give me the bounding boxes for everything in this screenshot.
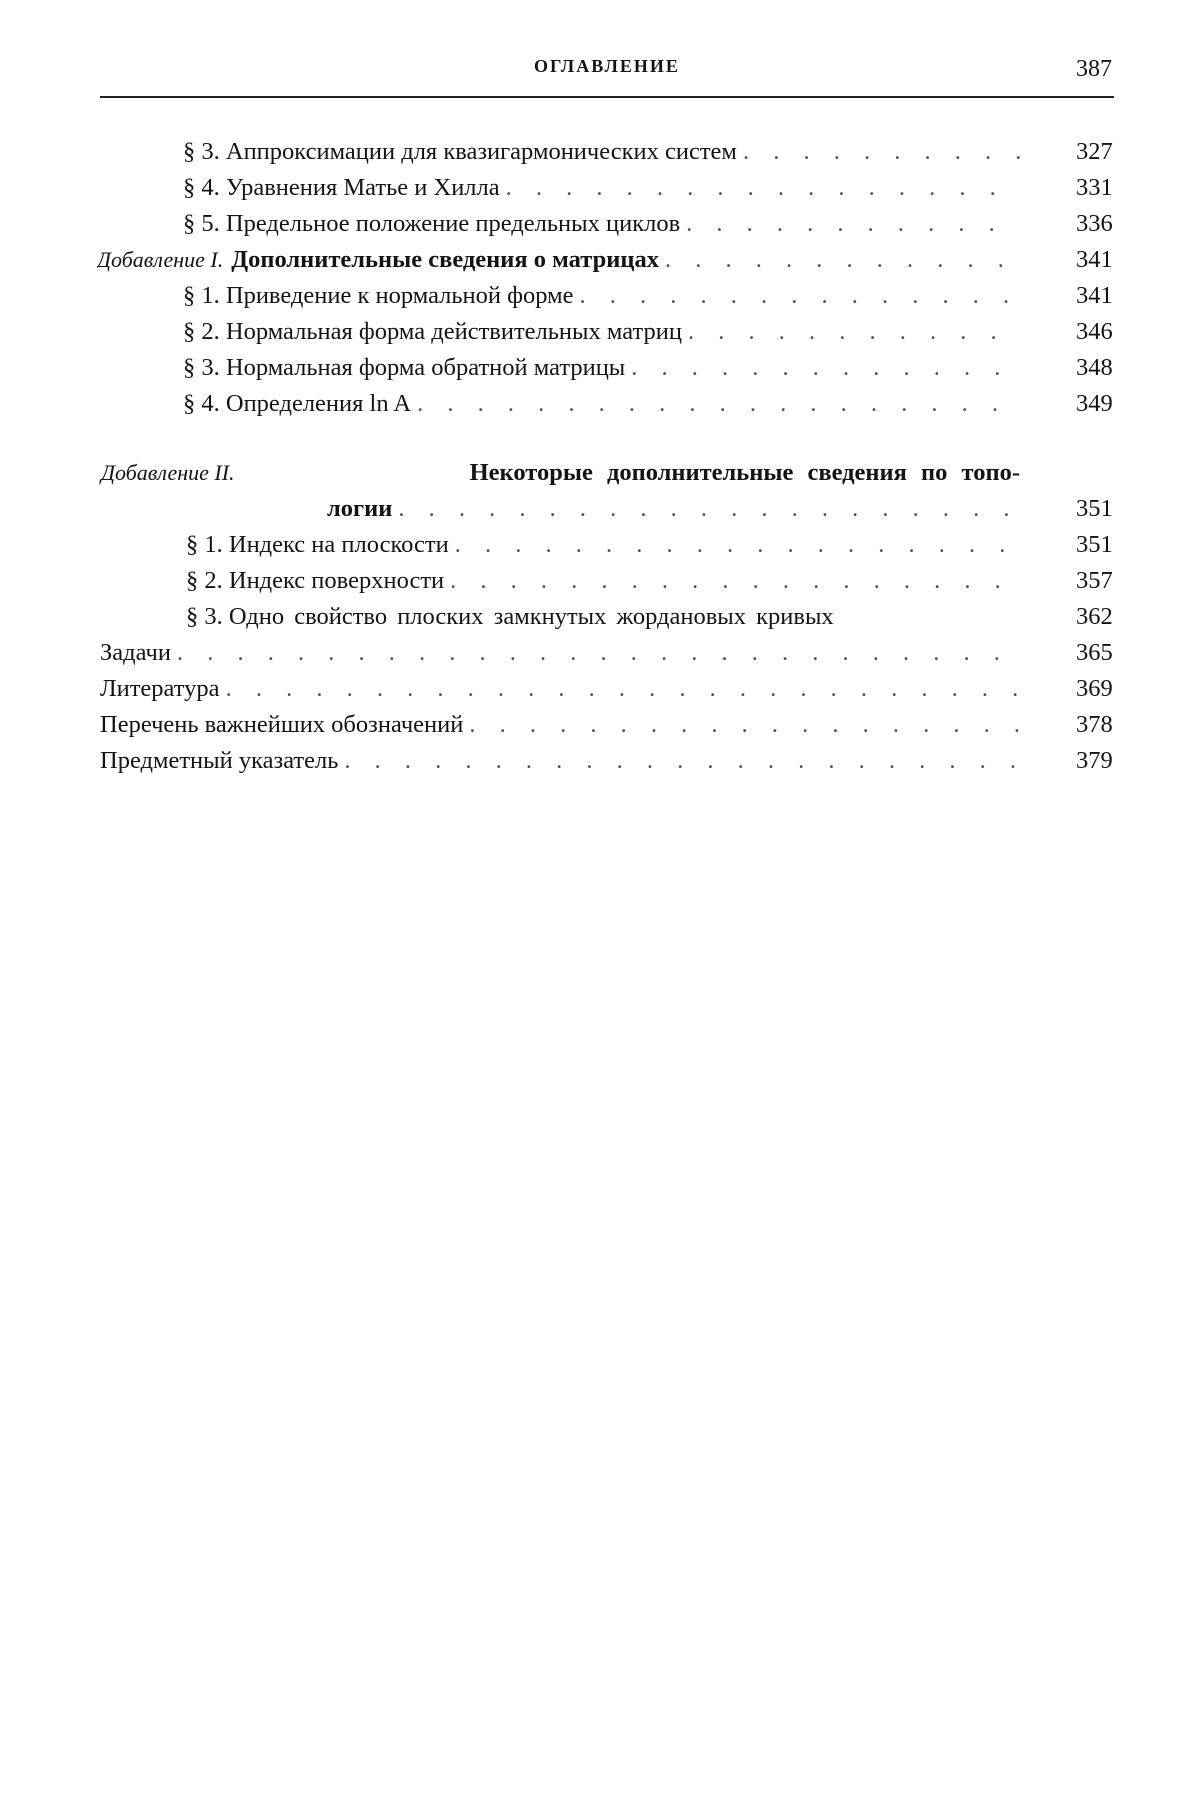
entry-page: 365 (1076, 639, 1113, 666)
dot-leader (449, 527, 1020, 563)
entry-page: 348 (1076, 354, 1113, 381)
entry-title: Предельное положение предельных циклов (225, 210, 681, 237)
toc-entry (0, 707, 1200, 743)
entry-page: 351 (1076, 495, 1113, 522)
entry-title: Индекс на плоскости (228, 531, 449, 558)
entry-title: Индекс поверхности (228, 567, 445, 594)
entry-page: 357 (1076, 567, 1113, 594)
entry-page: 351 (1076, 531, 1113, 558)
section-number: § 3. (183, 138, 220, 165)
entry-page: 336 (1076, 210, 1113, 237)
toc-entry (0, 278, 1200, 314)
toc-entry (0, 242, 1200, 278)
section-number: § 1. (186, 531, 223, 558)
running-head (100, 46, 1114, 98)
dot-leader (682, 314, 1020, 350)
section-number: § 2. (183, 318, 220, 345)
entry-title: Нормальная форма действительных матриц (225, 318, 682, 345)
entry-page: 362 (1076, 603, 1113, 630)
toc-entry (0, 635, 1200, 671)
entry-page: 349 (1076, 390, 1113, 417)
entry-title-continuation: логии (327, 495, 393, 522)
toc-entry (0, 527, 1200, 563)
section-number: § 2. (186, 567, 223, 594)
toc-entry (0, 134, 1200, 170)
entry-title: Нормальная форма обратной матрицы (225, 354, 626, 381)
entry-title: Некоторые дополнительные сведения по топо- (469, 459, 1020, 486)
entry-page: 341 (1076, 246, 1113, 273)
dot-leader (392, 491, 1020, 527)
entry-title: Уравнения Матье и Хилла (225, 174, 500, 201)
section-number: § 1. (183, 282, 220, 309)
appendix-label: Добавление II. (101, 460, 235, 485)
toc-entry (0, 350, 1200, 386)
toc-entry (0, 491, 1200, 527)
dot-leader (463, 707, 1020, 743)
dot-leader (444, 563, 1020, 599)
toc-entry (0, 386, 1200, 422)
toc-entry (0, 599, 1200, 635)
toc-entry (0, 206, 1200, 242)
entry-title: Перечень важнейших обозначений (100, 711, 464, 738)
entry-title: Приведение к нормальной форме (225, 282, 574, 309)
toc-entry-line1 (0, 455, 1200, 491)
entry-page: 378 (1076, 711, 1113, 738)
dot-leader (171, 635, 1020, 671)
toc-entry (0, 563, 1200, 599)
page-number: 387 (1076, 56, 1112, 82)
dot-leader (220, 671, 1020, 707)
entry-title: Одно свойство плоских замкнутых жордановых кривых (228, 603, 834, 630)
entry-page: 327 (1076, 138, 1113, 165)
dot-leader (574, 278, 1020, 314)
section-number: § 3. (186, 603, 223, 630)
dot-leader (411, 386, 1020, 422)
dot-leader (680, 206, 1020, 242)
dot-leader (737, 134, 1020, 170)
dot-leader (338, 743, 1020, 779)
entry-title: Аппроксимации для квазигармонических систем (225, 138, 737, 165)
section-number: § 5. (183, 210, 220, 237)
entry-page: 379 (1076, 747, 1113, 774)
entry-page: 369 (1076, 675, 1113, 702)
dot-leader (625, 350, 1020, 386)
entry-title: Дополнительные сведения о матрицах (231, 246, 659, 273)
entry-title: Определения ln A (225, 390, 412, 417)
toc-entry (0, 671, 1200, 707)
entry-page: 341 (1076, 282, 1113, 309)
section-number: § 3. (183, 354, 220, 381)
toc-entry (0, 170, 1200, 206)
toc-entry (0, 743, 1200, 779)
entry-page: 331 (1076, 174, 1113, 201)
entry-title: Предметный указатель (100, 747, 339, 774)
appendix-label: Добавление I. (97, 247, 224, 272)
section-number: § 4. (183, 174, 220, 201)
dot-leader (659, 242, 1020, 278)
toc-entry (0, 314, 1200, 350)
page-title: ОГЛАВЛЕНИЕ (534, 56, 680, 76)
entry-title: Задачи (100, 639, 171, 666)
entry-title: Литература (100, 675, 220, 702)
dot-leader (500, 170, 1020, 206)
section-number: § 4. (183, 390, 220, 417)
entry-page: 346 (1076, 318, 1113, 345)
